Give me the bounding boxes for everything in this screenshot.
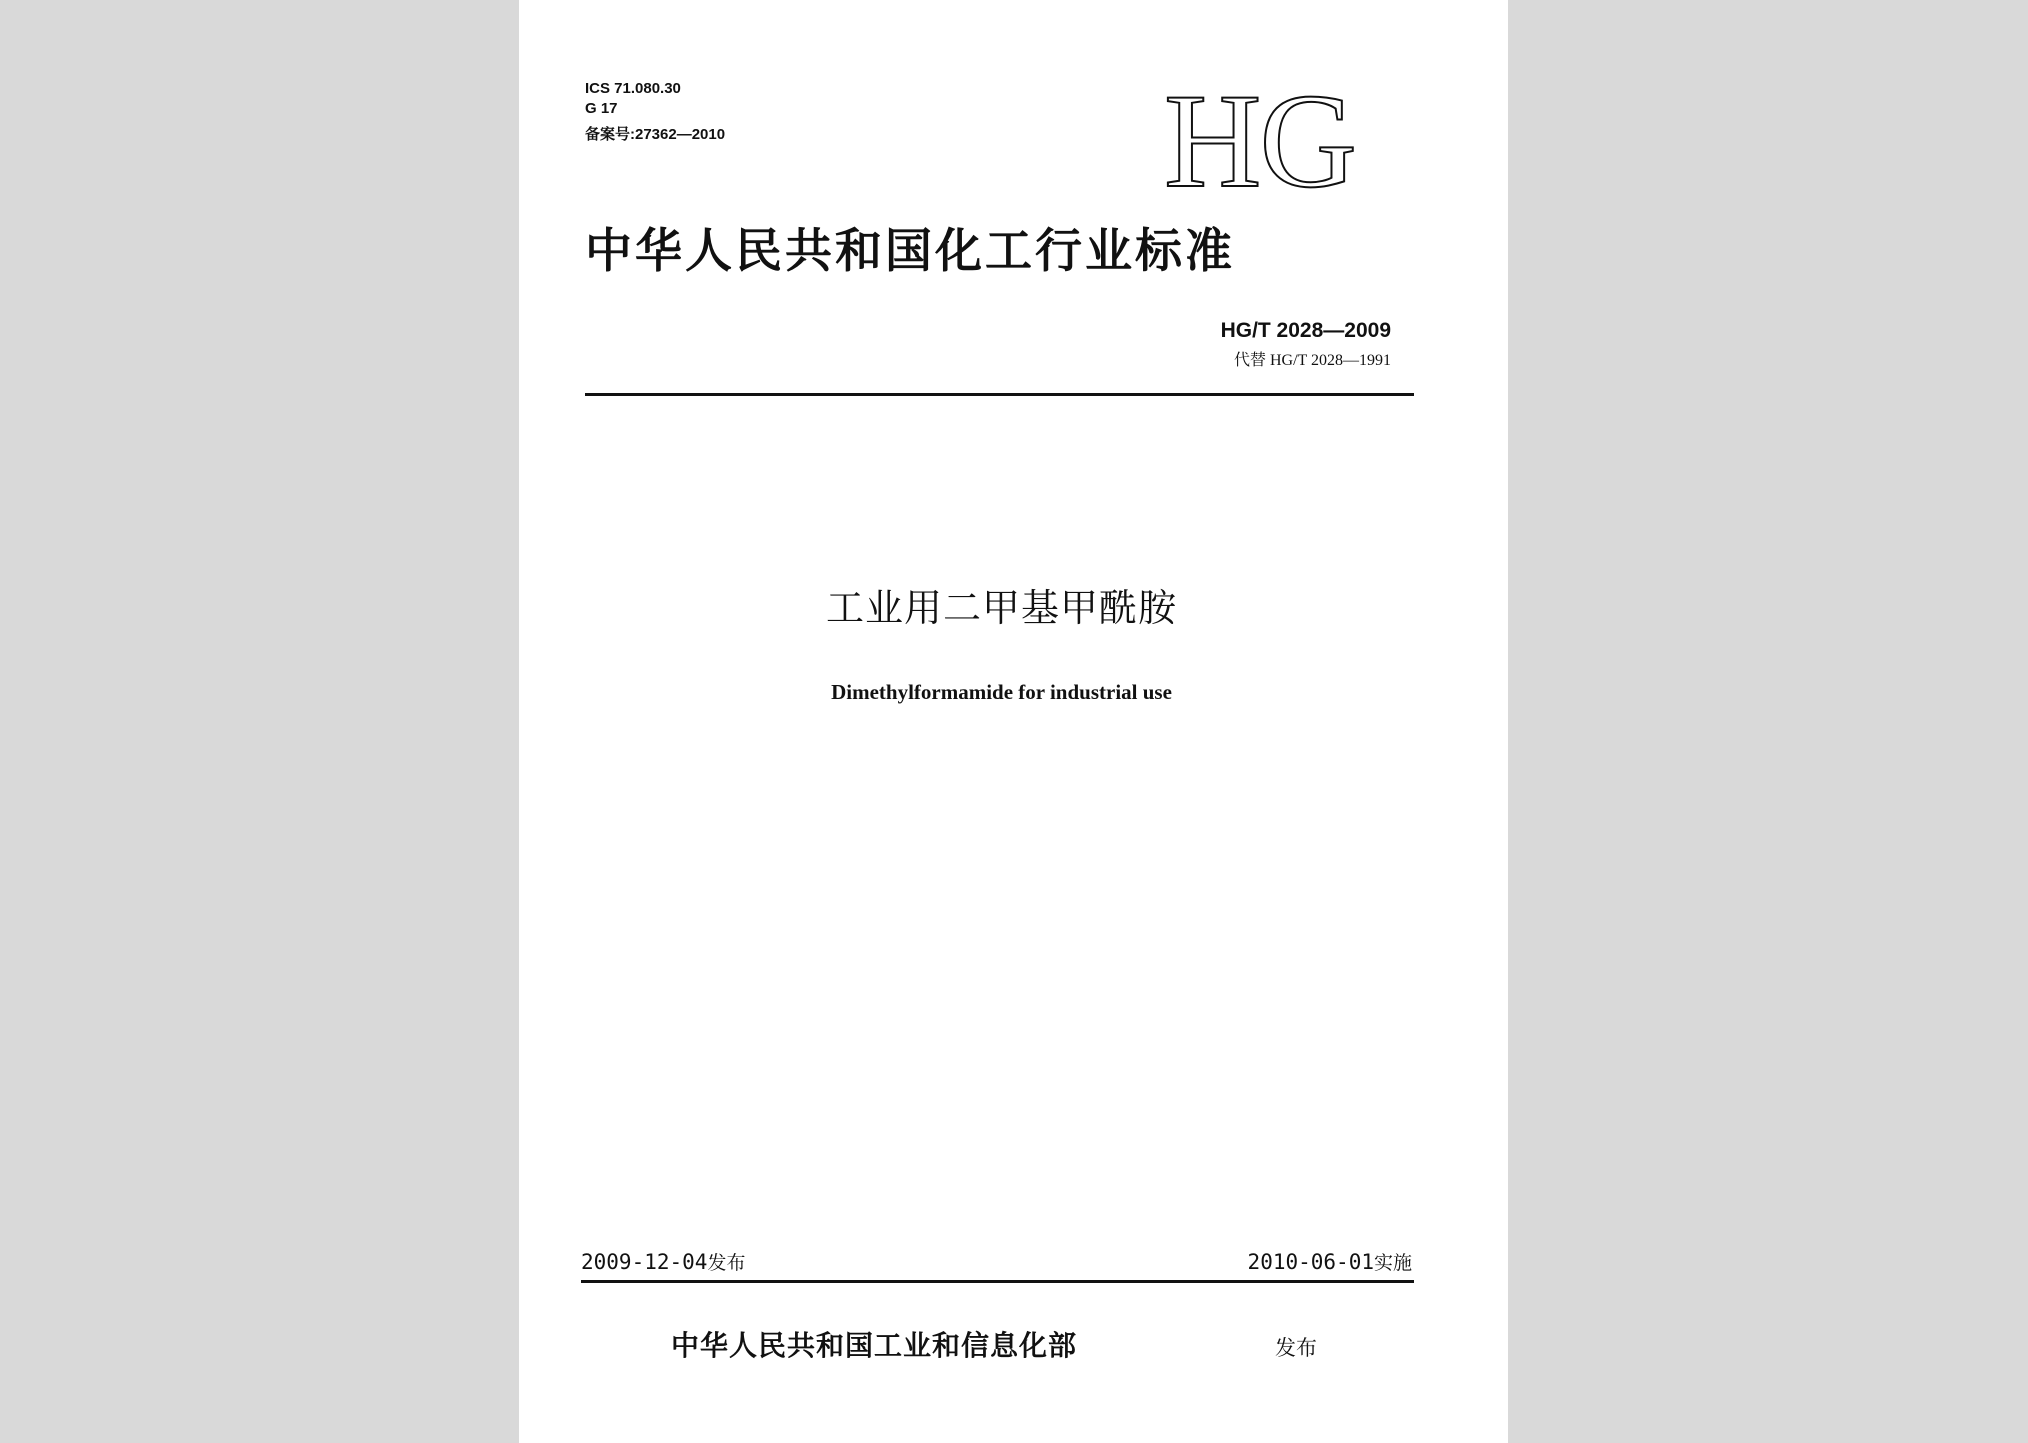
footer-divider bbox=[581, 1280, 1414, 1283]
document-page bbox=[519, 0, 1508, 1443]
document-title-cn: 工业用二甲基甲酰胺 bbox=[825, 586, 1177, 630]
standard-code: HG/T 2028—2009 bbox=[1220, 319, 1391, 342]
implement-date-line bbox=[1248, 1248, 1412, 1277]
filing-number: 备案号:27362—2010 bbox=[585, 126, 726, 143]
issue-label: 发布 bbox=[707, 1252, 746, 1274]
issue-date-line bbox=[581, 1248, 745, 1277]
ccs-code: G 17 bbox=[585, 100, 618, 117]
standard-title: 中华人民共和国化工行业标准 bbox=[585, 224, 1235, 279]
publisher-suffix: 发布 bbox=[1275, 1336, 1317, 1360]
publisher-name: 中华人民共和国工业和信息化部 bbox=[671, 1329, 1078, 1362]
ics-code: ICS 71.080.30 bbox=[585, 80, 681, 97]
replaces-standard: 代替 HG/T 2028—1991 bbox=[1233, 352, 1391, 369]
document-title-en: Dimethylformamide for industrial use bbox=[831, 680, 1172, 704]
header-divider bbox=[585, 393, 1414, 396]
implement-date: 2010-06-01 bbox=[1247, 1250, 1374, 1274]
hg-logo: HG bbox=[1164, 67, 1355, 216]
issue-date: 2009-12-04 bbox=[581, 1250, 708, 1274]
implement-label: 实施 bbox=[1373, 1252, 1412, 1274]
